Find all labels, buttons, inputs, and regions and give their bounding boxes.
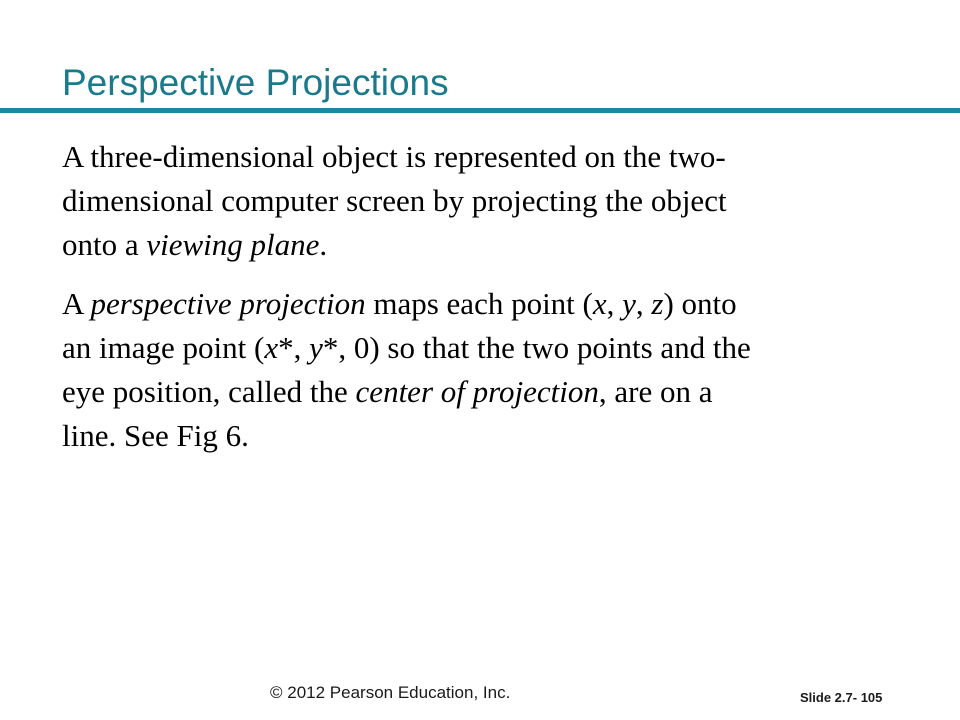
italic-text-run: perspective projection [90, 286, 366, 321]
text-run: *, 0) so that the two points and the [322, 330, 751, 365]
paragraph-viewing-plane [62, 135, 912, 267]
italic-text-run: viewing plane [146, 227, 320, 262]
text-run: , [635, 286, 652, 321]
text-run: A [62, 286, 91, 321]
text-run: line. See Fig 6. [62, 418, 249, 453]
text-run: dimensional computer screen by projecting the object [62, 183, 727, 218]
text-run: , [606, 286, 623, 321]
text-run: . [319, 227, 328, 262]
text-run: an image point ( [62, 330, 265, 365]
title-divider [0, 108, 960, 113]
text-run: onto a [62, 227, 147, 262]
text-run: *, [278, 330, 310, 365]
slide-number: Slide 2.7- 105 [800, 690, 883, 705]
text-run: eye position, called the [62, 374, 356, 409]
copyright-notice: © 2012 Pearson Education, Inc. [270, 683, 511, 702]
italic-text-run: x [592, 286, 607, 321]
text-run: maps each point ( [365, 286, 593, 321]
italic-text-run: x [264, 330, 279, 365]
italic-text-run: y [622, 286, 636, 321]
text-run: ) onto [663, 286, 737, 321]
italic-text-run: y [309, 330, 323, 365]
paragraph-perspective-projection [62, 282, 912, 458]
italic-text-run: center of projection [355, 374, 599, 409]
italic-text-run: z [651, 286, 664, 321]
text-run: , are on a [598, 374, 713, 409]
slide-title: Perspective Projections [62, 62, 449, 103]
slide-body [62, 135, 912, 473]
text-run: A three-dimensional object is represented on the two- [62, 139, 726, 174]
